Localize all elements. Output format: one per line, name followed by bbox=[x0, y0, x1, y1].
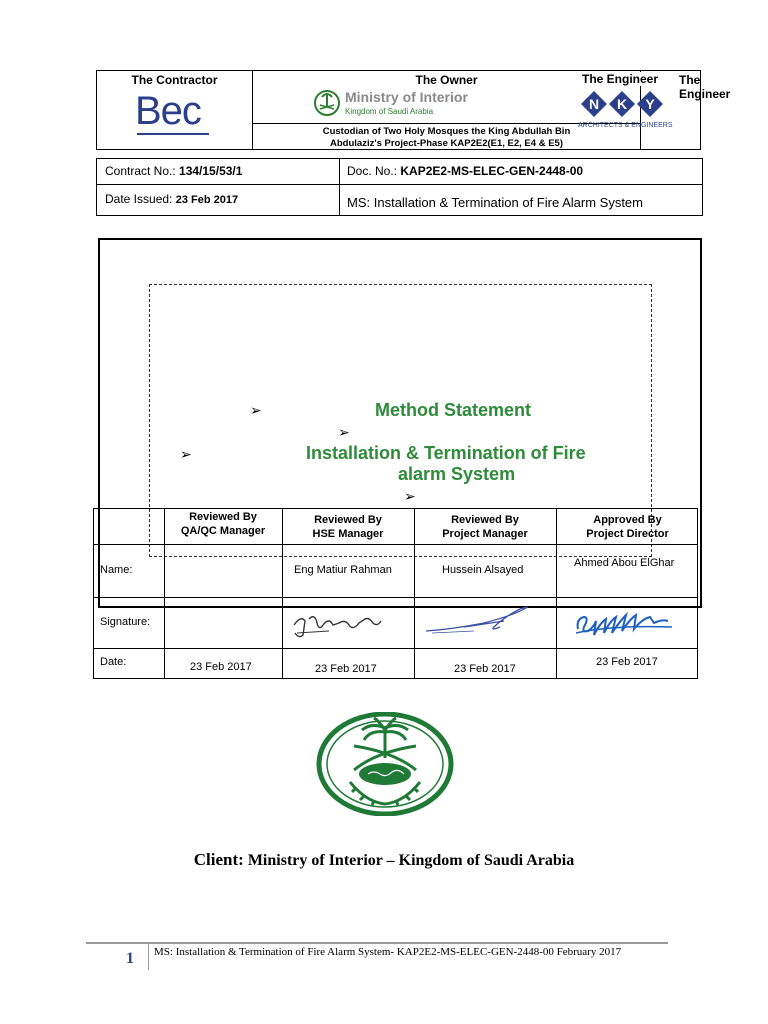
svg-text:Y: Y bbox=[645, 96, 655, 112]
svg-text:N: N bbox=[588, 96, 600, 112]
contract-info-table bbox=[96, 158, 703, 216]
review-head-pm-line-2: Project Manager bbox=[442, 528, 528, 540]
arrow-bullet-icon: ➢ bbox=[338, 424, 350, 440]
ms-label: MS: bbox=[347, 195, 374, 210]
date-pm: 23 Feb 2017 bbox=[454, 663, 516, 675]
owner-logo-subtext: Kingdom of Saudi Arabia bbox=[345, 107, 434, 116]
arrow-bullet-icon: ➢ bbox=[180, 446, 192, 462]
contract-info-divider bbox=[339, 159, 340, 215]
svg-text:K: K bbox=[616, 96, 628, 112]
contractor-logo-underline bbox=[137, 133, 209, 135]
signature-hse-image bbox=[289, 609, 409, 641]
ms-title bbox=[347, 195, 643, 210]
client-value: Ministry of Interior – Kingdom of Saudi Arabia bbox=[243, 852, 575, 869]
contract-number-value: 134/15/53/1 bbox=[179, 164, 243, 178]
review-head-pm bbox=[414, 513, 556, 541]
custodian-line-2: Abdulaziz's Project-Phase KAP2E2(E1, E2, E4 & E5) bbox=[330, 138, 563, 149]
date-qaqc: 23 Feb 2017 bbox=[190, 661, 252, 673]
engineer-title-text: The Engineer bbox=[582, 72, 659, 86]
page-number: 1 bbox=[126, 950, 134, 967]
moi-emblem-icon bbox=[313, 87, 341, 117]
contractor-logo: Bec bbox=[135, 89, 201, 133]
name-pm: Hussein Alsayed bbox=[442, 564, 524, 576]
date-label: Date: bbox=[100, 656, 127, 668]
review-head-hse-line-1: Reviewed By bbox=[314, 514, 382, 526]
custodian-line-1: Custodian of Two Holy Mosques the King Abdullah Bin bbox=[322, 126, 571, 137]
contract-number bbox=[105, 164, 242, 178]
ms-value: Installation & Termination of Fire Alarm System bbox=[373, 195, 643, 210]
method-statement-title: Method Statement bbox=[375, 400, 532, 420]
review-head-hse-line-2: HSE Manager bbox=[312, 528, 384, 540]
review-head-pm-line-1: Reviewed By bbox=[451, 514, 519, 526]
owner-logo-text: Ministry of Interior bbox=[345, 89, 468, 105]
review-row-divider bbox=[94, 544, 697, 545]
footer-text: MS: Installation & Termination of Fire Alarm System- KAP2E2-MS-ELEC-GEN-2448-00 February 2017 bbox=[154, 946, 622, 958]
review-head-qaqc bbox=[164, 510, 282, 538]
date-issued-value: 23 Feb 2017 bbox=[175, 194, 239, 206]
review-row-divider bbox=[94, 648, 697, 649]
installation-title-line-2: alarm System bbox=[398, 464, 516, 484]
contract-number-label: Contract No.: bbox=[105, 164, 180, 178]
engineer-caption: ARCHITECTS & ENGINEERS bbox=[578, 122, 673, 129]
review-head-qaqc-line-1: Reviewed By bbox=[189, 511, 257, 523]
review-row-divider bbox=[94, 597, 697, 598]
client-line bbox=[0, 850, 768, 870]
name-hse: Eng Matiur Rahman bbox=[294, 564, 392, 576]
review-head-hse bbox=[282, 513, 414, 541]
date-issued bbox=[105, 192, 238, 206]
client-label: Client: bbox=[193, 850, 244, 869]
installation-title-line-1: Installation & Termination of Fire bbox=[306, 443, 586, 463]
name-pd: Ahmed Abou ElGhar bbox=[574, 557, 675, 569]
arrow-bullet-icon: ➢ bbox=[250, 402, 262, 418]
doc-number-value: KAP2E2-MS-ELEC-GEN-2448-00 bbox=[400, 164, 584, 178]
arrow-bullet-icon: ➢ bbox=[404, 488, 416, 504]
review-head-pd-line-1: Approved By bbox=[593, 514, 662, 526]
signature-pm-image bbox=[424, 601, 544, 641]
review-head-qaqc-line-2: QA/QC Manager bbox=[180, 525, 266, 537]
doc-number-label: Doc. No.: bbox=[347, 164, 401, 178]
doc-number bbox=[347, 164, 583, 178]
contractor-cell bbox=[97, 71, 253, 149]
ministry-emblem-icon bbox=[316, 712, 454, 816]
footer-rule bbox=[86, 942, 668, 944]
contractor-title: The Contractor bbox=[131, 73, 218, 87]
nky-logo-icon bbox=[580, 90, 664, 118]
engineer-title: The Engineer bbox=[679, 73, 731, 101]
review-table bbox=[93, 508, 698, 679]
date-pd: 23 Feb 2017 bbox=[596, 656, 658, 668]
owner-logo bbox=[313, 87, 481, 119]
owner-title: The Owner bbox=[415, 73, 478, 87]
signature-pd-image bbox=[572, 605, 692, 645]
date-issued-label: Date Issued: bbox=[105, 192, 176, 206]
review-head-pd-line-2: Project Director bbox=[586, 528, 669, 540]
engineer-logo bbox=[580, 90, 664, 123]
footer-divider bbox=[148, 944, 149, 970]
name-label: Name: bbox=[100, 564, 133, 576]
date-hse: 23 Feb 2017 bbox=[315, 663, 377, 675]
review-head-pd bbox=[556, 513, 699, 541]
signature-label: Signature: bbox=[100, 616, 151, 628]
